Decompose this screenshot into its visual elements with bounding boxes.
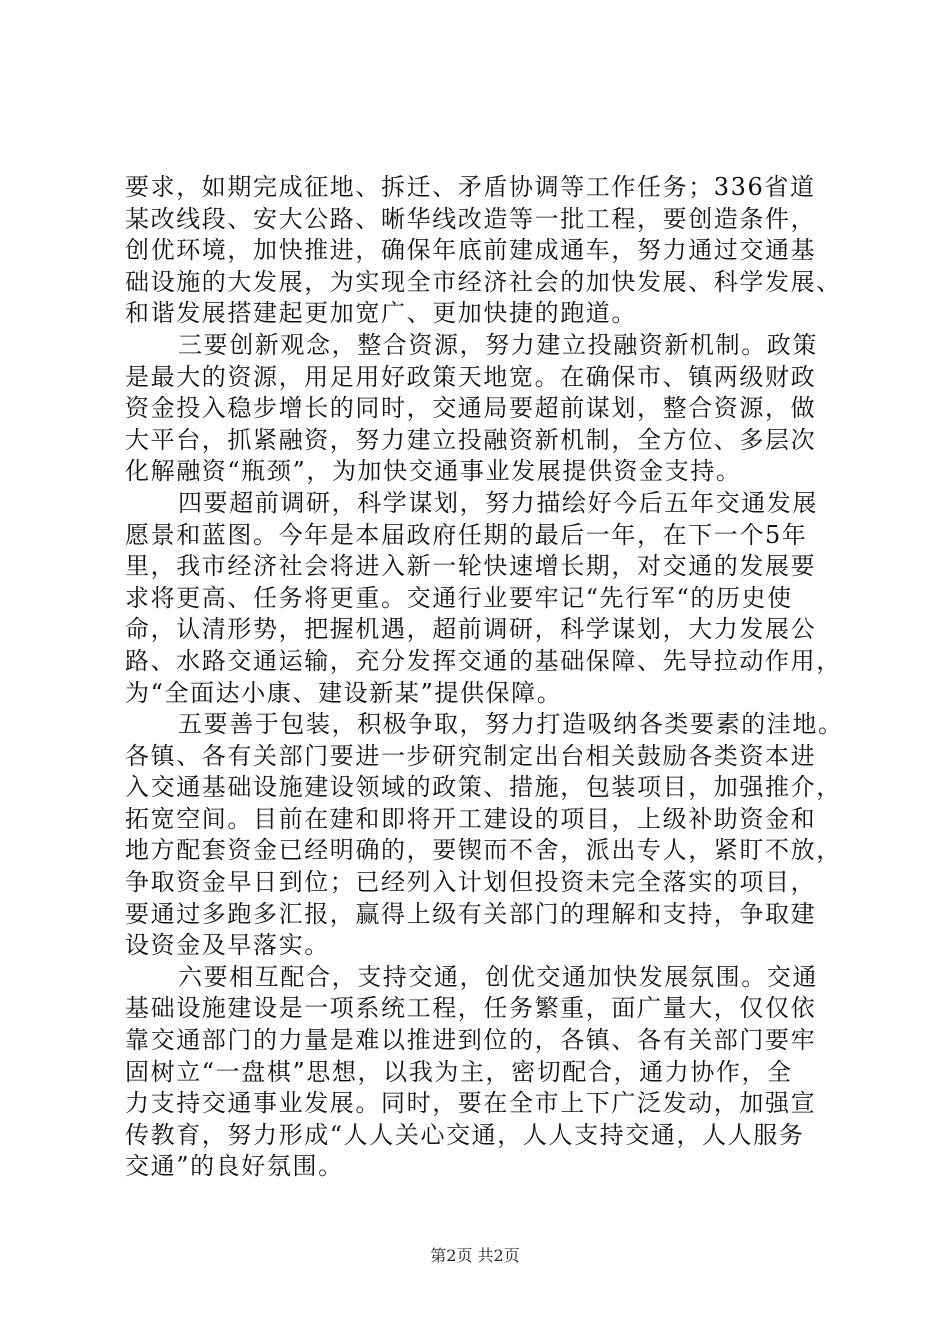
text-line: 地方配套资金已经明确的，要锲而不舍，派出专人，紧盯不放， bbox=[125, 836, 842, 865]
text-line: 路、水路交通运输，充分发挥交通的基础保障、先导拉动作用， bbox=[125, 646, 842, 675]
text-line: 命，认清形势，把握机遇，超前调研，科学谋划，大力发展公 bbox=[125, 615, 817, 644]
text-line: 拓宽空间。目前在建和即将开工建设的项目，上级补助资金和 bbox=[125, 804, 817, 833]
text-line: 为“全面达小康、建设新某”提供保障。 bbox=[125, 678, 563, 707]
text-line: 愿景和蓝图。今年是本届政府任期的最后一年，在下一个5年 bbox=[125, 520, 808, 549]
paragraph-start-line: 五要善于包装，积极争取，努力打造吸纳各类要素的洼地。 bbox=[178, 710, 844, 739]
text-line: 大平台，抓紧融资，努力建立投融资新机制，全方位、多层次 bbox=[125, 425, 817, 454]
text-line: 是最大的资源，用足用好政策天地宽。在确保市、镇两级财政 bbox=[125, 362, 817, 391]
text-line: 创优环境，加快推进，确保年底前建成通车，努力通过交通基 bbox=[125, 236, 817, 265]
text-line: 要通过多跑多汇报，赢得上级有关部门的理解和支持，争取建 bbox=[125, 899, 817, 928]
text-line: 和谐发展搭建起更加宽广、更加快捷的跑道。 bbox=[125, 299, 637, 328]
text-line: 基础设施建设是一项系统工程，任务繁重，面广量大，仅仅依 bbox=[125, 994, 817, 1023]
text-line: 靠交通部门的力量是难以推进到位的，各镇、各有关部门要牢 bbox=[125, 1026, 817, 1055]
paragraph-start-line: 四要超前调研，科学谋划，努力描绘好今后五年交通发展 bbox=[178, 488, 818, 517]
text-line: 交通”的良好氛围。 bbox=[125, 1152, 344, 1181]
text-line: 各镇、各有关部门要进一步研究制定出台相关鼓励各类资本进 bbox=[125, 741, 817, 770]
text-line: 传教育，努力形成“人人关心交通，人人支持交通，人人服务 bbox=[125, 1120, 805, 1149]
paragraph-start-line: 三要创新观念，整合资源，努力建立投融资新机制。政策 bbox=[178, 330, 818, 359]
text-line: 固树立“一盘棋”思想，以我为主，密切配合，通力协作，全 bbox=[125, 1057, 793, 1086]
text-line: 化解融资“瓶颈”，为加快交通事业发展提供资金支持。 bbox=[125, 457, 742, 486]
text-line: 资金投入稳步增长的同时，交通局要超前谋划，整合资源，做 bbox=[125, 394, 817, 423]
text-line: 入交通基础设施建设领域的政策、措施，包装项目，加强推介， bbox=[125, 773, 842, 802]
text-line: 里，我市经济社会将进入新一轮快速增长期，对交通的发展要 bbox=[125, 552, 817, 581]
text-line: 某改线段、安大公路、晰华线改造等一批工程，要创造条件， bbox=[125, 204, 817, 233]
text-line: 设资金及早落实。 bbox=[125, 931, 330, 960]
text-line: 力支持交通事业发展。同时，要在全市上下广泛发动，加强宣 bbox=[125, 1089, 817, 1118]
text-line: 争取资金早日到位；已经列入计划但投资未完全落实的项目， bbox=[125, 868, 817, 897]
paragraph-start-line: 六要相互配合，支持交通，创优交通加快发展氛围。交通 bbox=[178, 962, 818, 991]
text-line: 础设施的大发展，为实现全市经济社会的加快发展、科学发展、 bbox=[125, 267, 842, 296]
document-body bbox=[125, 172, 844, 1183]
text-line: 求将更高、任务将更重。交通行业要牢记“先行军“的历史使 bbox=[125, 583, 793, 612]
page-number-footer: 第2页 共2页 bbox=[430, 1246, 520, 1265]
text-line: 要求，如期完成征地、拆迁、矛盾协调等工作任务；336省道 bbox=[125, 173, 816, 201]
